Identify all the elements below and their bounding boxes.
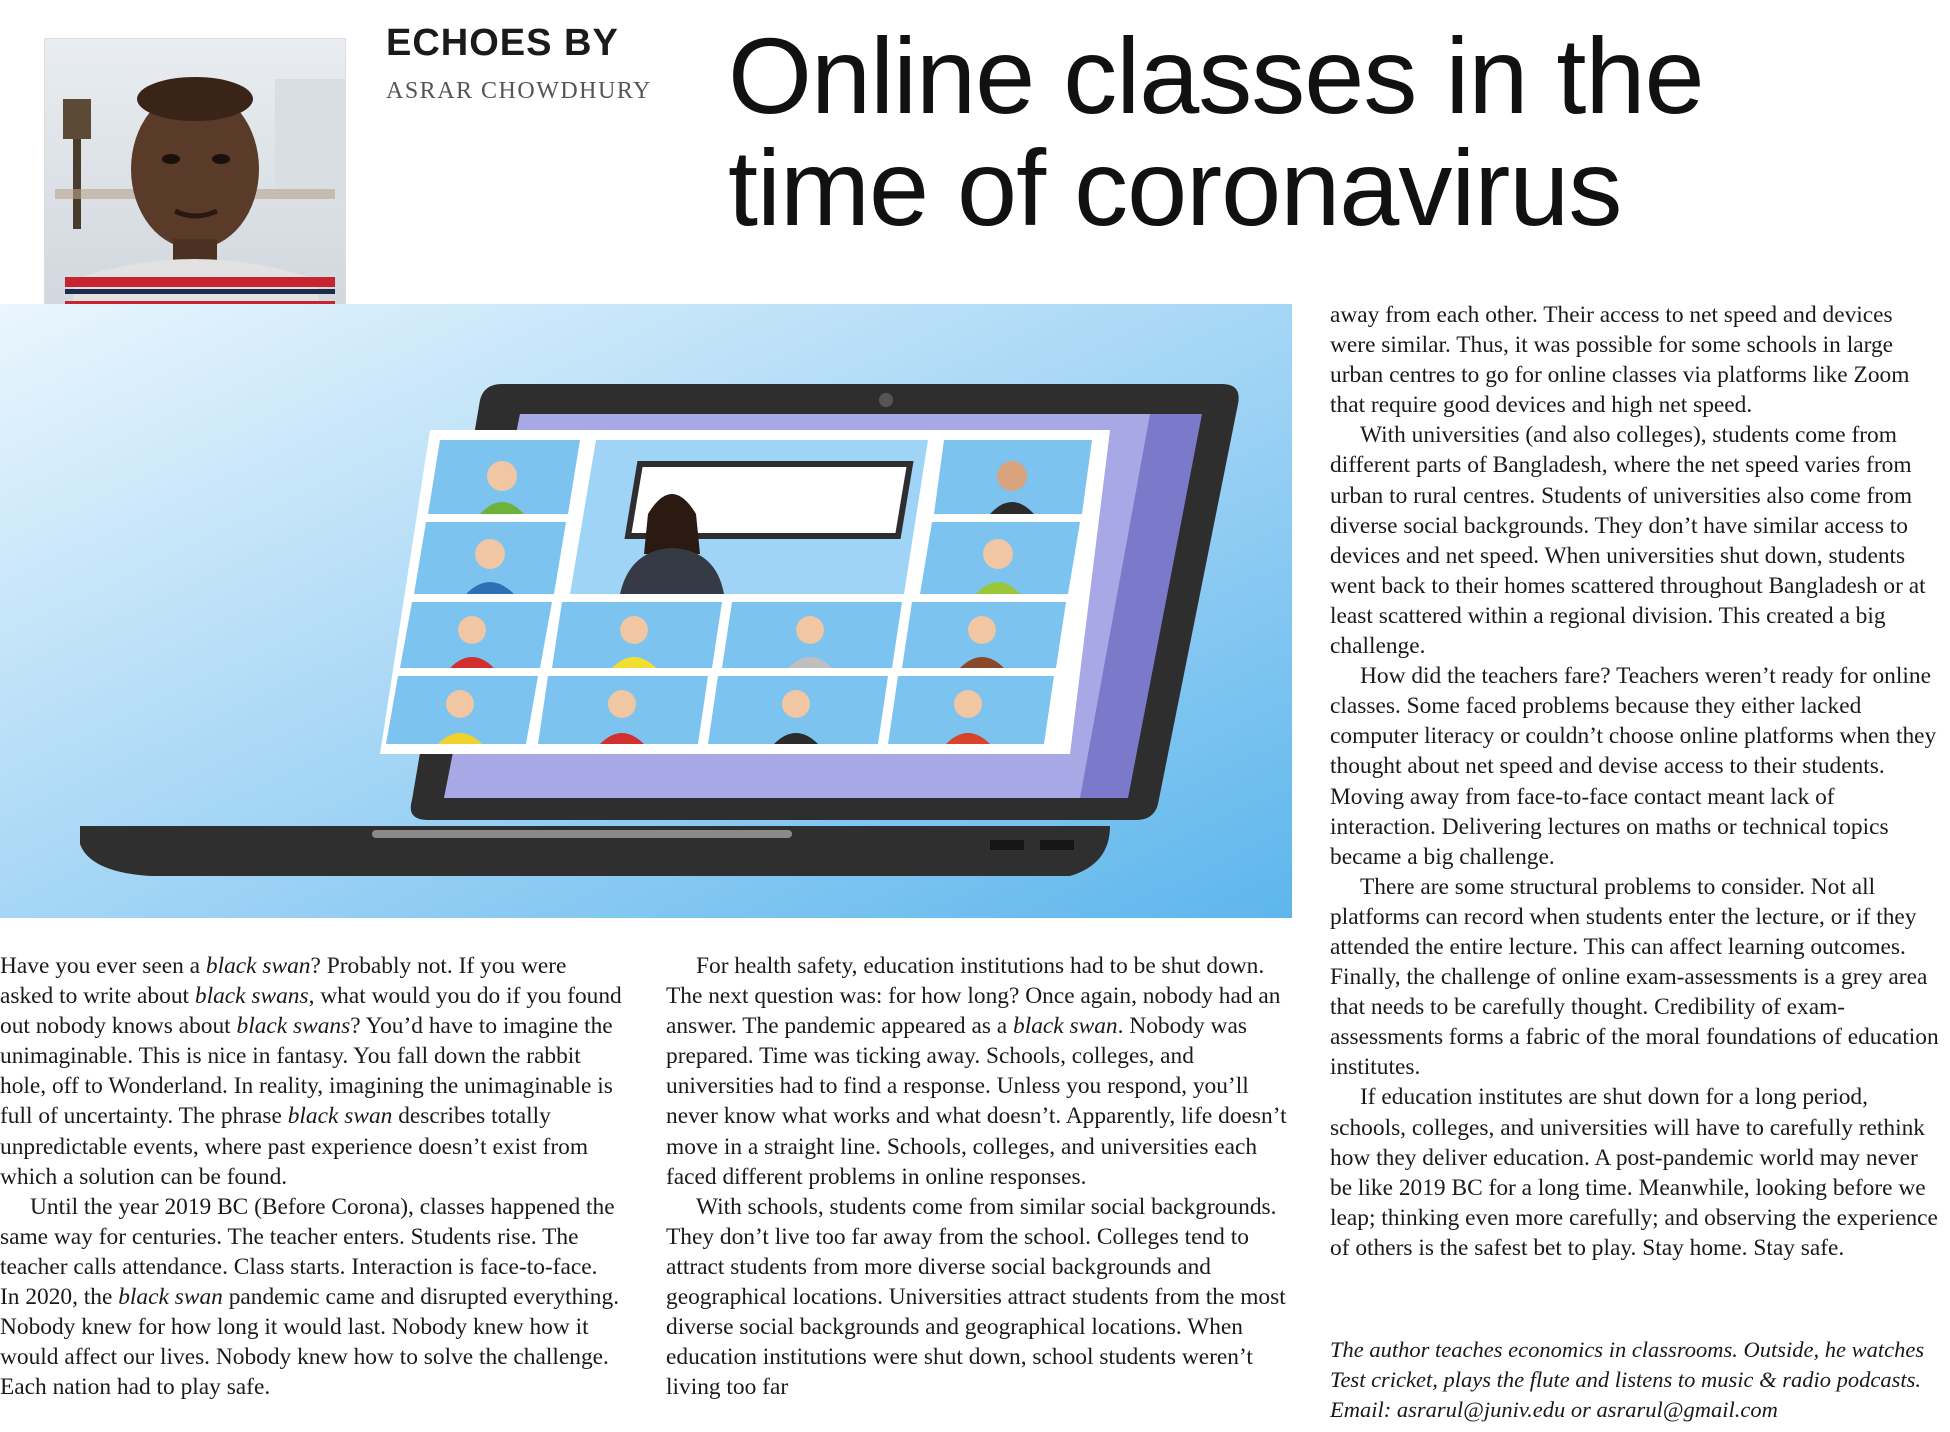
text-run: There are some structural problems to consider. Not all platforms can record when students enter the lecture, or if they attended the entire lecture. This can affect learning outcomes. Finally, the challenge of online exam-assessments is a grey area that needs to be carefully thought. Credibility of exam-assessments forms a fabric of the moral foundations of education institutes. bbox=[1330, 873, 1939, 1081]
text-run: For health safety, education institutions had to be shut down. The next question was: for how long? Once again, nobody had an answer. The pandemic appeared as a bbox=[666, 953, 1281, 1040]
article-paragraph bbox=[1330, 1082, 1940, 1263]
italic-run: black swan bbox=[205, 953, 311, 979]
text-run: away from each other. Their access to net speed and devices were similar. Thus, it was possible for some schools in large urban centres to go for online classes via platforms like Zoom that require good devices and high net speed. bbox=[1330, 302, 1910, 419]
text-run: ? Probably not. If you were asked to write about bbox=[0, 953, 567, 1010]
article-paragraph bbox=[1330, 661, 1940, 872]
online-class-illustration bbox=[0, 304, 1292, 918]
article-paragraph bbox=[1330, 420, 1940, 661]
article-paragraph bbox=[0, 951, 622, 1192]
text-run: Until the year 2019 BC (Before Corona), classes happened the same way for centuries. The teacher enters. Students rise. The teacher calls attendance. Class starts. Interaction is face-to-face. In 2020, the bbox=[0, 1193, 615, 1311]
text-run: With universities (and also colleges), students come from different parts of Bangladesh, where the net speed varies from urban to rural centres. Students of universities also come from diverse social backgrounds. They don’t have similar access to devices and net speed. When universities shut down, students went back to their homes scattered throughout Bangladesh or at least scattered within a regional division. This created a big challenge. bbox=[1330, 422, 1926, 660]
text-run: ? You’d have to imagine the unimaginable. This is nice in fantasy. You fall down the rabbit hole, off to Wonderland. In reality, imagining the unimaginable is full of uncertainty. The phrase bbox=[0, 1013, 613, 1130]
article-column-1 bbox=[0, 951, 622, 1402]
article-paragraph bbox=[1330, 872, 1940, 1083]
author-bio: The author teaches economics in classrooms. Outside, he watches Test cricket, plays the flute and listens to music & radio podcasts. Email: asrarul@juniv.edu or asrarul@gmail.com bbox=[1330, 1337, 1925, 1422]
text-run: Have you ever seen a bbox=[0, 953, 206, 979]
author-byline: ASRAR CHOWDHURY bbox=[386, 78, 652, 104]
italic-run: black swan bbox=[118, 1284, 223, 1311]
text-run: How did the teachers fare? Teachers weren’t ready for online classes. Some faced problems because they either lacked computer literacy or couldn’t choose online platforms when they thought about net speed and devise access to their students. Moving away from face-to-face contact meant lack of interaction. Delivering lectures on maths or technical topics became a big challenge. bbox=[1330, 663, 1937, 870]
headline bbox=[728, 15, 1928, 248]
article-paragraph bbox=[1330, 300, 1940, 420]
text-run: . Nobody was prepared. Time was ticking away. Schools, colleges, and universities had to find a response. Unless you respond, you’ll never know what works and what doesn’t. Apparently, life doesn’t move in a straight line. Schools, colleges, and universities each faced different problems in online responses. bbox=[666, 1013, 1287, 1190]
text-run: With schools, students come from similar social backgrounds. They don’t live too far away from the school. Colleges tend to attract students from more diverse social backgrounds and geographical locations. Universities attract students from the most diverse social backgrounds and geographical locations. When education institutions were shut down, school students weren’t living too far bbox=[666, 1193, 1286, 1401]
article-paragraph bbox=[666, 951, 1290, 1192]
text-run: describes totally unpredictable events, where past experience doesn’t exist from which a solution can be found. bbox=[0, 1103, 589, 1190]
article-column-2 bbox=[666, 951, 1290, 1402]
italic-run: black swans bbox=[236, 1013, 351, 1040]
text-run: If education institutes are shut down for a long period, schools, colleges, and universities will have to carefully rethink how they deliver education. A post-pandemic world may never be like 2019 BC for a long time. Meanwhile, looking before we leap; thinking even more carefully; and observing the experience of others is the safest bet to play. Stay home. Stay safe. bbox=[1330, 1084, 1938, 1261]
text-run: pandemic came and disrupted everything. Nobody knew for how long it would last. Nobody knew how it would affect our lives. Nobody knew how to solve the challenge. Each nation had to play safe. bbox=[0, 1284, 620, 1401]
text-run: , what would you do if you found out nobody knows about bbox=[0, 983, 622, 1040]
italic-run: black swans bbox=[194, 983, 309, 1010]
laptop-video-call-illustration bbox=[0, 304, 1292, 918]
headline-line-1: Online classes in the bbox=[728, 15, 1704, 136]
italic-run: black swan bbox=[1013, 1013, 1118, 1040]
headline-line-2: time of coronavirus bbox=[728, 127, 1622, 248]
italic-run: black swan bbox=[287, 1103, 393, 1130]
article-paragraph bbox=[666, 1192, 1290, 1403]
column-kicker: ECHOES BY bbox=[386, 22, 619, 64]
article-column-3 bbox=[1330, 300, 1940, 1263]
article-paragraph bbox=[0, 1192, 622, 1403]
